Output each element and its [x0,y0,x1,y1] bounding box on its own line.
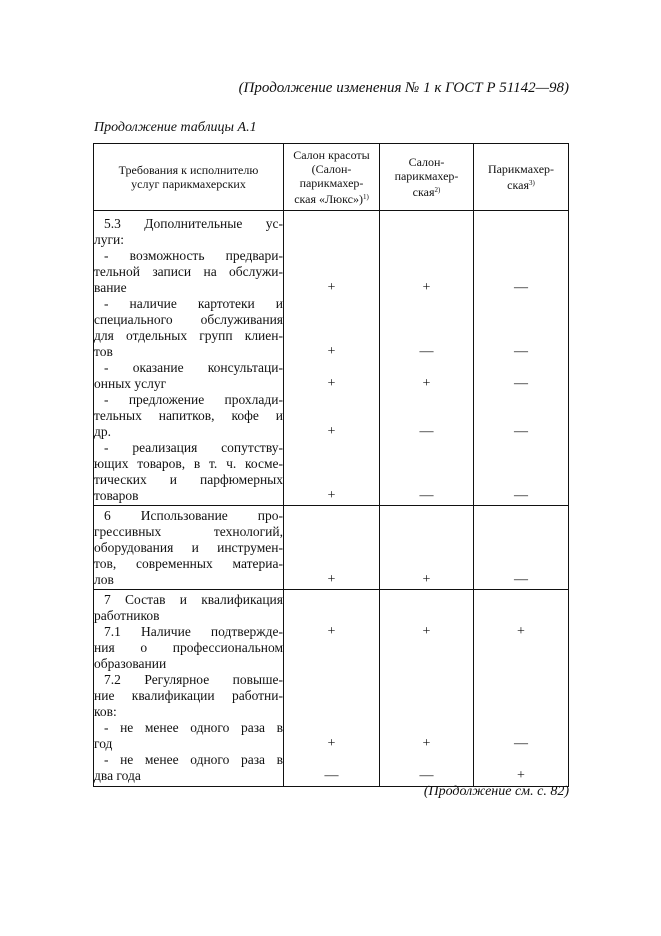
running-header: (Продолжение изменения № 1 к ГОСТ Р 51142—98) [238,80,569,96]
requirement-cell [94,590,284,787]
mark-cell [380,506,474,590]
requirement-line: вание [94,280,127,295]
requirement-line: тов, современных материа- [94,556,283,571]
plus-mark: + [327,424,336,439]
table-caption: Продолжение таблицы А.1 [94,120,257,135]
requirement-line: онных услуг [94,376,167,391]
column-header-barbershop: Парикмахер- ская$^{3)}$ [474,144,569,211]
mark-cell [380,590,474,787]
requirement-line: тических и парфюмерных [94,472,283,487]
plus-mark: + [327,488,336,503]
dash-mark: — [514,488,528,503]
requirement-line: специального обслуживания [94,312,283,327]
dash-mark: — [514,280,528,295]
dash-mark: — [514,736,528,751]
requirement-line: грессивных технологий, [94,524,283,539]
requirement-line: - реализация сопутству- [104,440,283,455]
mark-cell [474,506,569,590]
dash-mark: — [324,768,339,783]
dash-mark: — [514,424,528,439]
requirement-line: тельной записи на обслужи- [94,264,283,279]
requirement-line: - не менее одного раза в [104,752,283,767]
requirement-line: - не менее одного раза в [104,720,283,735]
requirement-line: - оказание консультаци- [104,360,283,375]
requirement-line: ния о профессиональном [94,640,283,655]
requirement-line: товаров [94,488,139,503]
requirement-line: - возможность предвари- [104,248,283,263]
requirement-line: образовании [94,656,167,671]
requirement-line: ков: [94,704,117,719]
plus-mark: + [327,280,336,295]
dash-mark: — [514,344,528,359]
requirement-line: луги: [94,232,124,247]
requirement-line: 7.2 Регулярное повыше- [104,672,283,687]
plus-mark: + [422,376,431,391]
requirements-table [93,143,569,787]
dash-mark: — [419,344,434,359]
continuation-note: (Продолжение см. с. 82) [423,784,569,799]
mark-cell [474,590,569,787]
dash-mark: — [514,376,528,391]
requirement-line: 5.3 Дополнительные ус- [104,216,283,231]
requirement-line: для отдельных групп клиен- [94,328,283,343]
table-header-row [94,144,569,211]
requirement-line: ющих товаров, в т. ч. космe- [94,456,283,471]
mark-cell [474,211,569,506]
plus-mark: + [517,624,525,639]
requirement-line: два года [94,768,141,783]
plus-mark: + [327,572,336,587]
plus-mark: + [327,624,336,639]
requirement-line: 7 Состав и квалификация [104,592,283,607]
requirement-line: - предложение прохлади- [104,392,283,407]
mark-cell [284,211,380,506]
plus-mark: + [422,280,431,295]
plus-mark: + [517,768,525,783]
plus-mark: + [422,572,431,587]
requirement-line: 7.1 Наличие подтвержде- [104,624,283,639]
requirement-line: оборудования и инструмен- [94,540,283,555]
mark-cell [284,590,380,787]
requirement-line: работников [94,608,160,623]
requirement-line: 6 Использование про- [104,508,283,523]
table-row [94,506,569,590]
requirement-line: др. [94,424,111,439]
requirement-line: тельных напитков, кофе и [94,408,283,423]
dash-mark: — [419,768,434,783]
plus-mark: + [327,344,336,359]
requirement-line: тов [94,344,113,359]
dash-mark: — [419,424,434,439]
plus-mark: + [422,624,431,639]
column-header-salon: Салон- парикмахер- ская$^{2)}$ [380,144,474,211]
requirement-line: год [94,736,113,751]
column-header-salon-lux: Салон красоты (Салон- парикмахер- ская «Люкс»)$^{1)}$ [284,144,380,211]
requirement-line: ние квалификации работни- [94,688,283,703]
plus-mark: + [422,736,431,751]
requirement-line: - наличие картотеки и [104,296,283,311]
plus-mark: + [327,376,336,391]
plus-mark: + [327,736,336,751]
table-row [94,211,569,506]
requirement-cell [94,506,284,590]
requirement-line: лов [94,572,114,587]
dash-mark: — [419,488,434,503]
table-row [94,590,569,787]
dash-mark: — [514,572,528,587]
column-header-requirements: Требования к исполнителю услуг парикмахерских [94,144,284,211]
requirement-cell [94,211,284,506]
mark-cell [380,211,474,506]
mark-cell [284,506,380,590]
